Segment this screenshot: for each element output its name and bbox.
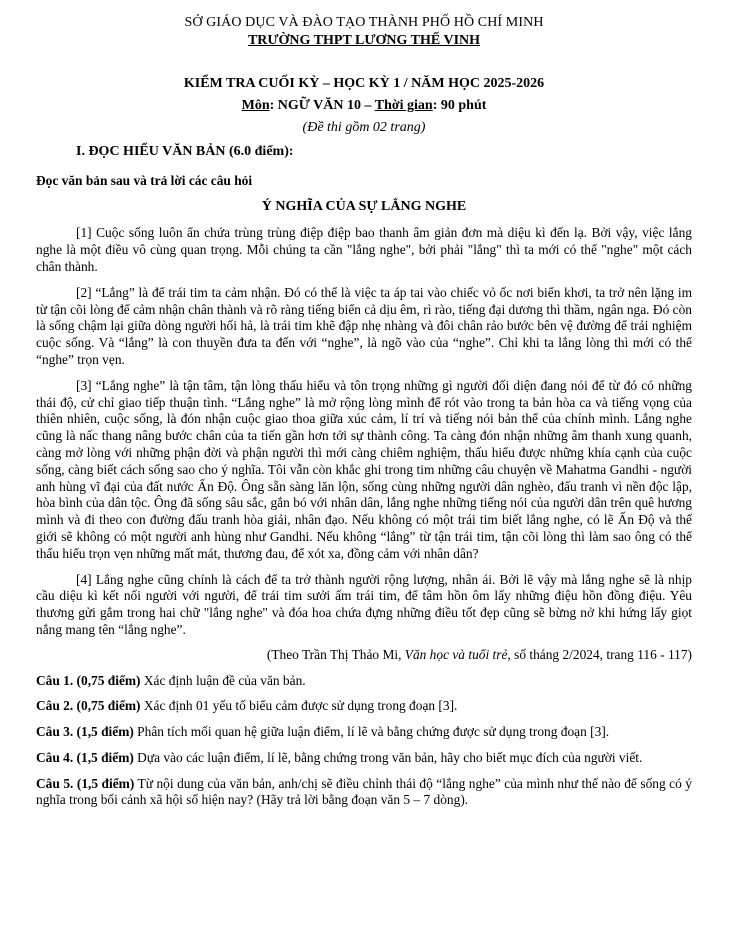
question-text: Xác định luận đề của văn bản.: [140, 672, 306, 688]
question-1: [36, 673, 692, 690]
paragraph-3: [3] “Lắng nghe” là tận tâm, tận lòng thấu hiểu và tôn trọng những gì người đối diện đang nói để từ đó có những thái độ, cử chỉ giao tiếp thuận tình. “Lắng nghe” là mở rộng lòng mình để rót vào trong ta bản hòa ca và tiếng vọng của thiên nhiên, cuộc sống, là đón nhận cuộc giao thoa giữa xúc cảm, lí trí và tiếng nói bản thể của chính mình. Lắng nghe cũng là nấc thang nâng bước chân của ta tiến gần hơn tới sự thành công. Ta càng đón nhận những âm thanh xung quanh, càng mở lòng với những phận đời và phận người thì mới càng chiêm nghiệm, thấu hiểu được những khía cạnh của cuộc sống, càng biết cách sống sao cho ý nghĩa. Tôi vẫn còn khắc ghi trong tim những câu chuyện về Mahatma Gandhi - người anh hùng vĩ đại của đất nước Ấn Độ. Ông sẵn sàng lăn lộn, sống cùng những người dân nghèo, đấu tranh vì nền độc lập, hòa bình của dân tộc. Ông đã sống sâu sắc, gắn bó với nhân dân, lắng nghe những tiếng nói của người dân trên quê hương mình và đi theo con đường đấu tranh hòa giải, nhân đạo. Nếu không có một trái tim biết lắng nghe, có lẽ Ấn Độ và thế giới sẽ không có một người anh hùng như Gandhi. Nếu không “lắng” từ tận trái tim, tận cõi lòng thì làm sao ông có thể thấu hiểu trọn vẹn những mất mát, thương đau, để xót xa, đồng cảm với nhân dân?: [36, 377, 692, 561]
pages-note: (Đề thi gồm 02 trang): [302, 120, 426, 136]
question-label: Câu 4. (1,5 điểm): [36, 749, 134, 765]
paragraph-4: [4] Lắng nghe cũng chính là cách để ta trở thành người rộng lượng, nhân ái. Bởi lẽ vậy mà lắng nghe sẽ là nhịp cầu diệu kì kết nối người với người, để trái tim sưởi ấm trái tim, để tâm hồn ôm lấy những điệu hồn đồng điệu. Yêu thương gửi gắm trong hai chữ "lắng nghe" và đóa hoa chứa đựng những điều tốt đẹp cũng sẽ bừng nở khi hứng lấy giọt nắng mang tên “lắng nghe”.: [36, 571, 692, 637]
source-citation: [36, 647, 692, 664]
source-suffix: , số tháng 2/2024, trang 116 - 117): [507, 646, 692, 662]
question-text: Phân tích mối quan hệ giữa luận điểm, lí lẽ và bằng chứng được sử dụng trong đoạn [3].: [133, 724, 610, 740]
subject-label: Môn: [241, 98, 270, 114]
question-label: Câu 1. (0,75 điểm): [36, 672, 141, 688]
time-label: Thời gian: [374, 98, 433, 114]
department-name: SỞ GIÁO DỤC VÀ ĐÀO TẠO THÀNH PHỐ HỒ CHÍ MINH: [184, 15, 544, 30]
subject-value: : NGỮ VĂN 10 –: [269, 98, 375, 114]
exam-title: KIỂM TRA CUỐI KỲ – HỌC KỲ 1 / NĂM HỌC 2025-2026: [183, 75, 545, 91]
question-text: Dựa vào các luận điểm, lí lẽ, bằng chứng trong văn bản, hãy cho biết mục đích của người viết.: [133, 749, 643, 765]
question-text: Xác định 01 yếu tố biểu cảm được sử dụng trong đoạn [3].: [140, 698, 458, 714]
text-title: Ý NGHĨA CỦA SỰ LẮNG NGHE: [261, 198, 467, 214]
source-prefix: (Theo Trần Thị Thảo Mi,: [266, 646, 405, 662]
question-label: Câu 2. (0,75 điểm): [36, 698, 141, 714]
reading-instruction: Đọc văn bản sau và trả lời các câu hỏi: [36, 172, 253, 188]
question-label: Câu 3. (1,5 điểm): [36, 724, 134, 740]
question-3: [36, 724, 692, 741]
school-name: TRƯỜNG THPT LƯƠNG THẾ VINH: [247, 32, 481, 48]
question-text: Từ nội dung của văn bản, anh/chị sẽ điều chỉnh thái độ “lắng nghe” của mình như thế nào để sống có ý nghĩa trong bối cảnh xã hội số hiện nay? (Hãy trả lời bằng đoạn văn 5 – 7 dòng).: [36, 775, 692, 808]
question-2: [36, 698, 692, 715]
source-publication: Văn học và tuổi trẻ: [404, 646, 508, 662]
question-label: Câu 5. (1,5 điểm): [36, 775, 135, 791]
question-5: [36, 776, 692, 810]
question-4: [36, 750, 692, 767]
time-value: : 90 phút: [432, 98, 487, 114]
subject-line: [36, 98, 692, 115]
section-heading: I. ĐỌC HIỂU VĂN BẢN (6.0 điểm):: [76, 143, 294, 159]
paragraph-1: [1] Cuộc sống luôn ẩn chứa trùng trùng điệp điệp bao thanh âm giản đơn mà diệu kì đến lạ. Bởi vậy, việc lắng nghe là một điều vô cùng quan trọng. Mỗi chúng ta cần "lắng nghe", bởi phải "lắng" thì ta mới có thể "nghe" một cách chân thành.: [36, 225, 692, 274]
paragraph-2: [2] “Lắng” là để trái tim ta cảm nhận. Đó có thể là việc ta áp tai vào chiếc vỏ ốc nơi biển khơi, ta trở nên lặng im từ tận cõi lòng để cảm nhận chân thành và rõ ràng tiếng biển cả dịu êm, rì rào, tiếng đại dương thì thầm, ngân nga. Đó còn là sống chậm lại giữa dòng người hối hả, là trái tim khẽ đập nhẹ nhàng và đôi chân rảo bước bên vệ đường để trải nghiệm cuộc sống. Và “lắng” là con thuyền đưa ta đến với “nghe”, là ngõ vào của “nghe”. Chỉ khi ta lắng lòng thì mới có thể “nghe” trọn vẹn.: [36, 284, 692, 367]
